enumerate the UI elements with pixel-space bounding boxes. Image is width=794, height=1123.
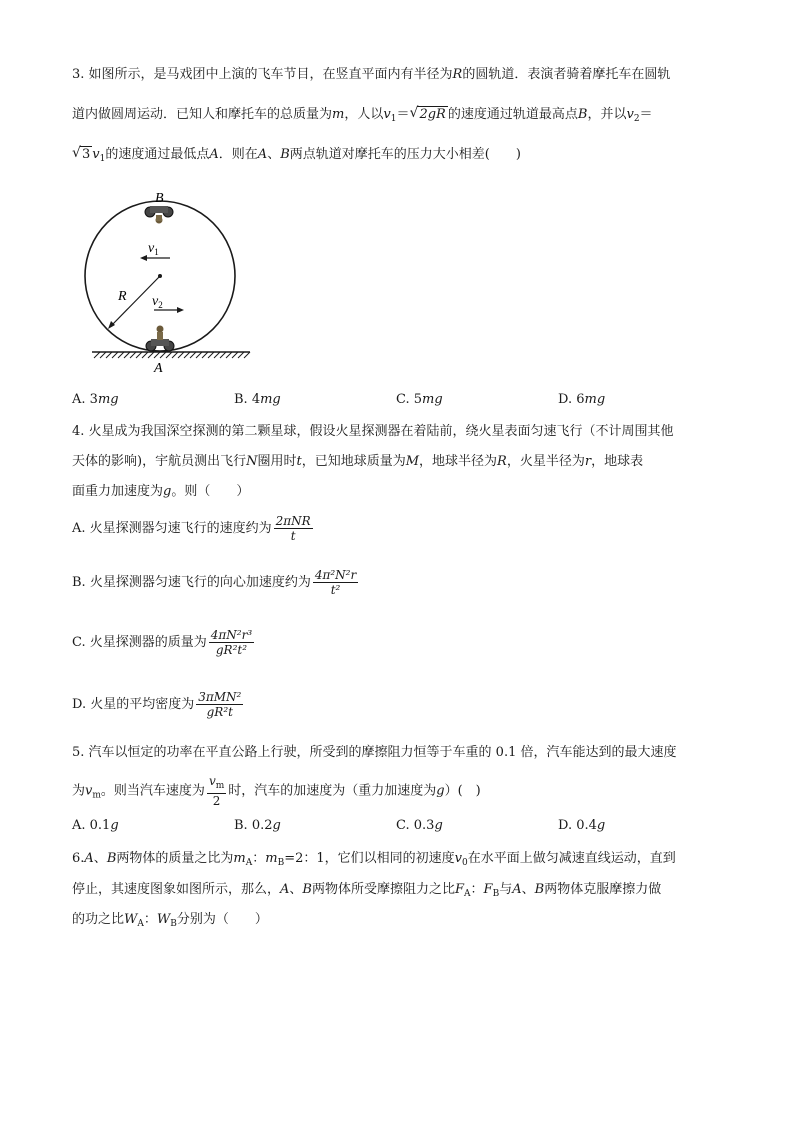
subscript: 2 (633, 114, 640, 124)
q6-line-3: 的功之比$W_A$：$W_B$分别为（ ） (72, 912, 268, 929)
q4-option-c[interactable]: C. 火星探测器的质量为 $\frac{\text{4πN²r³}}{\text{gR²t²}}$ (72, 628, 253, 657)
radicand: 3 (82, 147, 91, 162)
q3-option-a[interactable]: A. 3mg (72, 392, 119, 407)
var-m: m (332, 107, 345, 122)
v1-arrowhead-icon (140, 255, 147, 261)
q4-line-2: 天体的影响)，宇航员测出飞行N圈用时t，已知地球质量为M，地球半径为R，火星半径为r，地球表 (72, 454, 644, 469)
q5-option-d[interactable]: D. 0.4g (558, 818, 606, 833)
var-R: R (452, 67, 463, 82)
q3-option-d[interactable]: D. 6mg (558, 392, 606, 407)
q3-line-3 (72, 146, 521, 168)
text: 、 (267, 147, 281, 162)
text: ，人以 (344, 107, 384, 122)
subscript: 1 (390, 114, 397, 124)
label-R: R (118, 289, 127, 304)
q4-option-d[interactable]: D. 火星的平均密度为 $\frac{\text{3πMN²}}{\text{gR²t}}$ (72, 690, 242, 719)
label-B: B (155, 191, 164, 206)
text: 的圆轨道．表演者骑着摩托车在圆轨 (462, 67, 671, 82)
text: 的速度通过最低点 (105, 147, 210, 162)
q3-line-1 (72, 66, 670, 84)
fraction: $\frac{\text{4πN²r³}}{\text{gR²t²}}$ (210, 628, 253, 657)
fraction: $\frac{\text{3πMN²}}{\text{gR²t}}$ (198, 690, 242, 719)
text: 两点轨道对摩托车的压力大小相差( ) (289, 147, 521, 162)
radicand: 2gR (419, 107, 446, 122)
radical-icon: √ (409, 105, 419, 121)
motorbike-top-icon (145, 206, 173, 224)
q5-option-c[interactable]: C. 0.3g (396, 818, 443, 833)
var-v: v (383, 107, 391, 122)
q5-line-2: 为$v_m$。则当汽车速度为 $\frac{v_m}{2}$ 时，汽车的加速度为（重力加速度为g）( ) (72, 774, 481, 808)
text: ．则在 (218, 147, 258, 162)
q4-line-1: 4. 火星成为我国深空探测的第二颗星球，假设火星探测器在着陆前，绕火星表面匀速飞行（不计周围其他 (72, 424, 674, 439)
q5-line-1: 5. 汽车以恒定的功率在平直公路上行驶，所受到的摩擦阻力恒等于车重的 0.1 倍，汽车能达到的最大速度 (72, 745, 677, 760)
text: ，并以 (587, 107, 627, 122)
text: 道内做圆周运动．已知人和摩托车的总质量为 (72, 107, 333, 122)
q4-option-a[interactable]: A. 火星探测器匀速飞行的速度约为 $\frac{\text{2πNR}}{t}$ (72, 514, 311, 543)
text: 的速度通过轨道最高点 (447, 107, 578, 122)
q5-option-b[interactable]: B. 0.2g (234, 818, 281, 833)
q6-line-1: 6.A、B两物体的质量之比为$m_A$：$m_B=2$：1，它们以相同的初速度$v_0$在水平面上做匀减速直线运动，直到 (72, 851, 676, 868)
circus-loop-figure (84, 188, 264, 378)
var-A: A (209, 147, 219, 162)
equals: ＝ (396, 107, 410, 122)
label-v1: $v_1$ (148, 241, 159, 257)
var-B: B (577, 107, 588, 122)
q5-option-a[interactable]: A. 0.1g (72, 818, 119, 833)
label-A: A (154, 361, 163, 376)
q3-line-2 (72, 106, 653, 128)
q3-option-c[interactable]: C. 5mg (396, 392, 443, 407)
radical-icon: √ (72, 145, 81, 161)
q4-option-b[interactable]: B. 火星探测器匀速飞行的向心加速度约为 $\frac{\text{4π²N²r}}{\text{t²}}$ (72, 568, 357, 597)
v2-arrowhead-icon (177, 307, 184, 313)
equals: ＝ (639, 107, 653, 122)
var-v: v (626, 107, 634, 122)
sqrt-3 (72, 146, 92, 164)
var-v: v (92, 147, 100, 162)
fraction: $\frac{\text{4π²N²r}}{\text{t²}}$ (314, 568, 357, 597)
q3-option-b[interactable]: B. 4mg (234, 392, 281, 407)
q6-line-2: 停止，其速度图象如图所示，那么，A、B两物体所受摩擦阻力之比$F_A$：$F_B$与A、B两物体克服摩擦力做 (72, 882, 662, 899)
text: 3. 如图所示，是马戏团中上演的飞车节目，在竖直平面内有半径为 (72, 67, 453, 82)
fraction: $\frac{\text{2πNR}}{t}$ (275, 514, 311, 543)
sqrt-2gR (409, 106, 447, 124)
ground-hatching (94, 352, 250, 358)
fraction: $\frac{v_m}{2}$ (208, 774, 225, 808)
label-v2: $v_2$ (152, 294, 163, 310)
q4-line-3: 面重力加速度为g。则（ ） (72, 484, 250, 499)
var-B: B (280, 147, 290, 162)
var-A: A (257, 147, 268, 162)
subscript: 1 (99, 154, 106, 164)
motorbike-bottom-icon (146, 326, 174, 352)
